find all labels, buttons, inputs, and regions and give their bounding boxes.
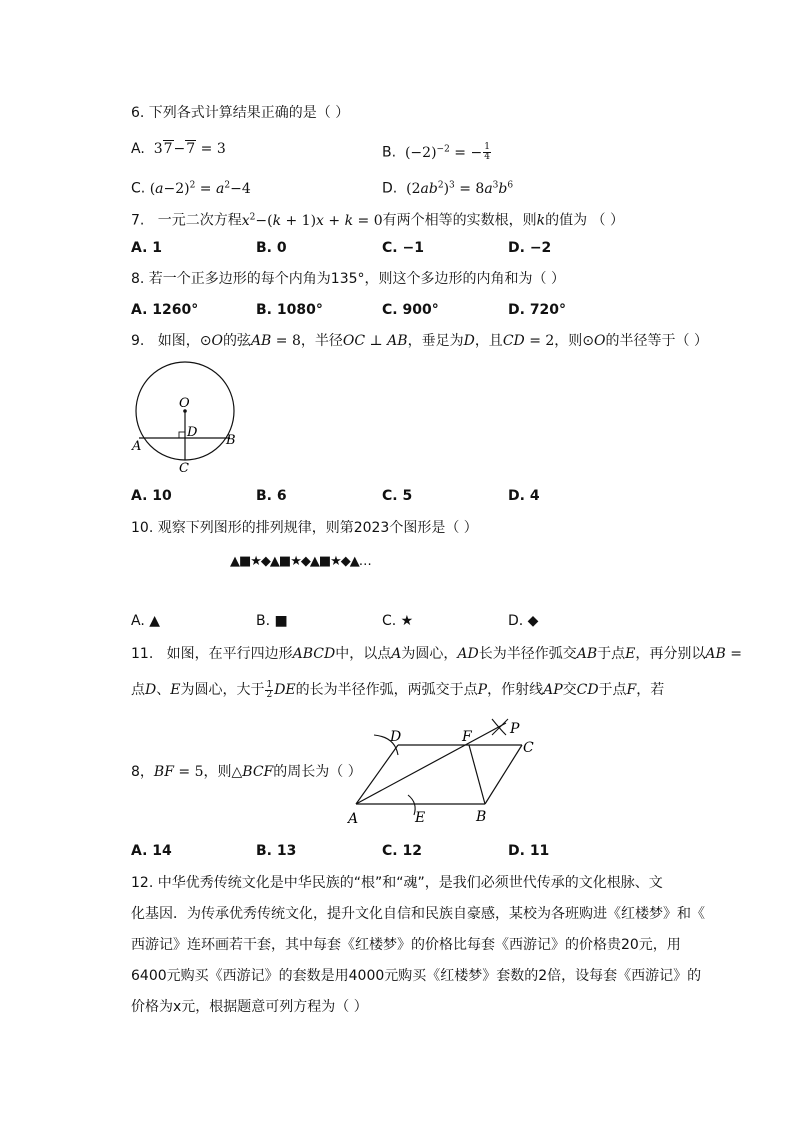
right-angle-mark: [179, 432, 185, 438]
q7-stem: 7. 一元二次方程$x^2-(k + 1)x + k = 0$有两个相等的实数根，则k的值为 （ ）: [131, 212, 625, 229]
q12-line-4: 6400元购买《西游记》的套数是用4000元购买《红楼梦》套数的2倍，设每套《西游记》的: [131, 968, 702, 984]
label-p: P: [510, 721, 520, 737]
label-o: O: [179, 396, 190, 411]
q12-line-5: 价格为x元，根据题意可列方程为（ ）: [131, 999, 368, 1015]
q6-stem: 6. 下列各式计算结果正确的是（ ）: [131, 105, 350, 121]
side-ad: [356, 745, 398, 804]
q11-option-b: B. 13: [256, 843, 297, 859]
q11-stem-line1: 11. 如图，在平行四边形ABCD中，以点A为圆心，AD长为半径作弧交AB于点E，再分别以AB =: [131, 646, 742, 662]
q8-option-c: C. 900°: [382, 302, 439, 318]
q11-parallelogram-figure: [340, 715, 550, 830]
q7-option-d: D. −2: [508, 240, 552, 256]
q8-option-b: B. 1080°: [256, 302, 323, 318]
q12-line-1: 12. 中华优秀传统文化是中华民族的“根”和“魂”，是我们必须世代传承的文化根脉、文: [131, 875, 663, 891]
q9-option-d: D. 4: [508, 488, 540, 504]
q11-option-c: C. 12: [382, 843, 422, 859]
q10-option-d: D. ◆: [508, 613, 539, 629]
q12-line-2: 化基因．为传承优秀传统文化，提升文化自信和民族自豪感，某校为各班购进《红楼梦》和《: [131, 906, 705, 922]
label-d: D: [187, 425, 198, 440]
side-bc: [485, 745, 522, 804]
q11-stem-line2: 点D、E为圆心，大于 $\frac{1}{2}$ DE的长为半径作弧，两弧交于点P，作射线AP交CD于点F，若: [131, 679, 665, 700]
q6-option-a: A. 37−7 = 3: [131, 141, 226, 157]
q10-stem: 10. 观察下列图形的排列规律，则第2023个图形是（ ）: [131, 520, 478, 536]
q10-option-b: B. ■: [256, 613, 288, 629]
q9-circle-figure: [128, 358, 243, 478]
q8-stem: 8. 若一个正多边形的每个内角为135°，则这个多边形的内角和为（ ）: [131, 271, 565, 287]
q8-option-a: A. 1260°: [131, 302, 199, 318]
q7-option-b: B. 0: [256, 240, 287, 256]
q11-option-d: D. 11: [508, 843, 550, 859]
label-b: B: [476, 809, 487, 825]
label-a: A: [132, 439, 142, 454]
label-c: C: [179, 461, 189, 476]
q8-option-d: D. 720°: [508, 302, 567, 318]
q6-option-c: C. $(a-2)^2 = a^2-4$: [131, 180, 251, 197]
label-e: E: [415, 810, 426, 826]
q9-option-c: C. 5: [382, 488, 413, 504]
q11-stem-line3: 8，BF = 5，则△BCF的周长为（ ）: [131, 764, 362, 780]
q11-option-a: A. 14: [131, 843, 172, 859]
q10-shape-sequence: ▲■★◆▲■★◆▲■★◆▲…: [230, 554, 371, 569]
q7-option-a: A. 1: [131, 240, 163, 256]
q6-option-d: D. $(2ab^2)^3 = 8a^3b^6$: [382, 180, 514, 197]
q9-option-b: B. 6: [256, 488, 287, 504]
q10-option-a: A. ▲: [131, 613, 160, 629]
q12-line-3: 西游记》连环画若干套，其中每套《红楼梦》的价格比每套《西游记》的价格贵20元，用: [131, 937, 681, 953]
label-a: A: [348, 811, 359, 827]
q6-option-b: B. $(-2)^{-2}$ = − $\frac{1}{4}$: [382, 142, 490, 163]
segment-bf: [469, 745, 485, 804]
q7-option-c: C. −1: [382, 240, 424, 256]
label-b: B: [226, 433, 236, 448]
label-c: C: [523, 740, 534, 756]
q9-option-a: A. 10: [131, 488, 172, 504]
label-f: F: [462, 729, 472, 745]
q10-option-c: C. ★: [382, 613, 414, 629]
q9-stem: 9. 如图，⊙O的弦AB = 8，半径OC ⊥ AB，垂足为D，且CD = 2，则⊙O的半径等于（ ）: [131, 333, 708, 349]
label-d: D: [390, 729, 402, 745]
